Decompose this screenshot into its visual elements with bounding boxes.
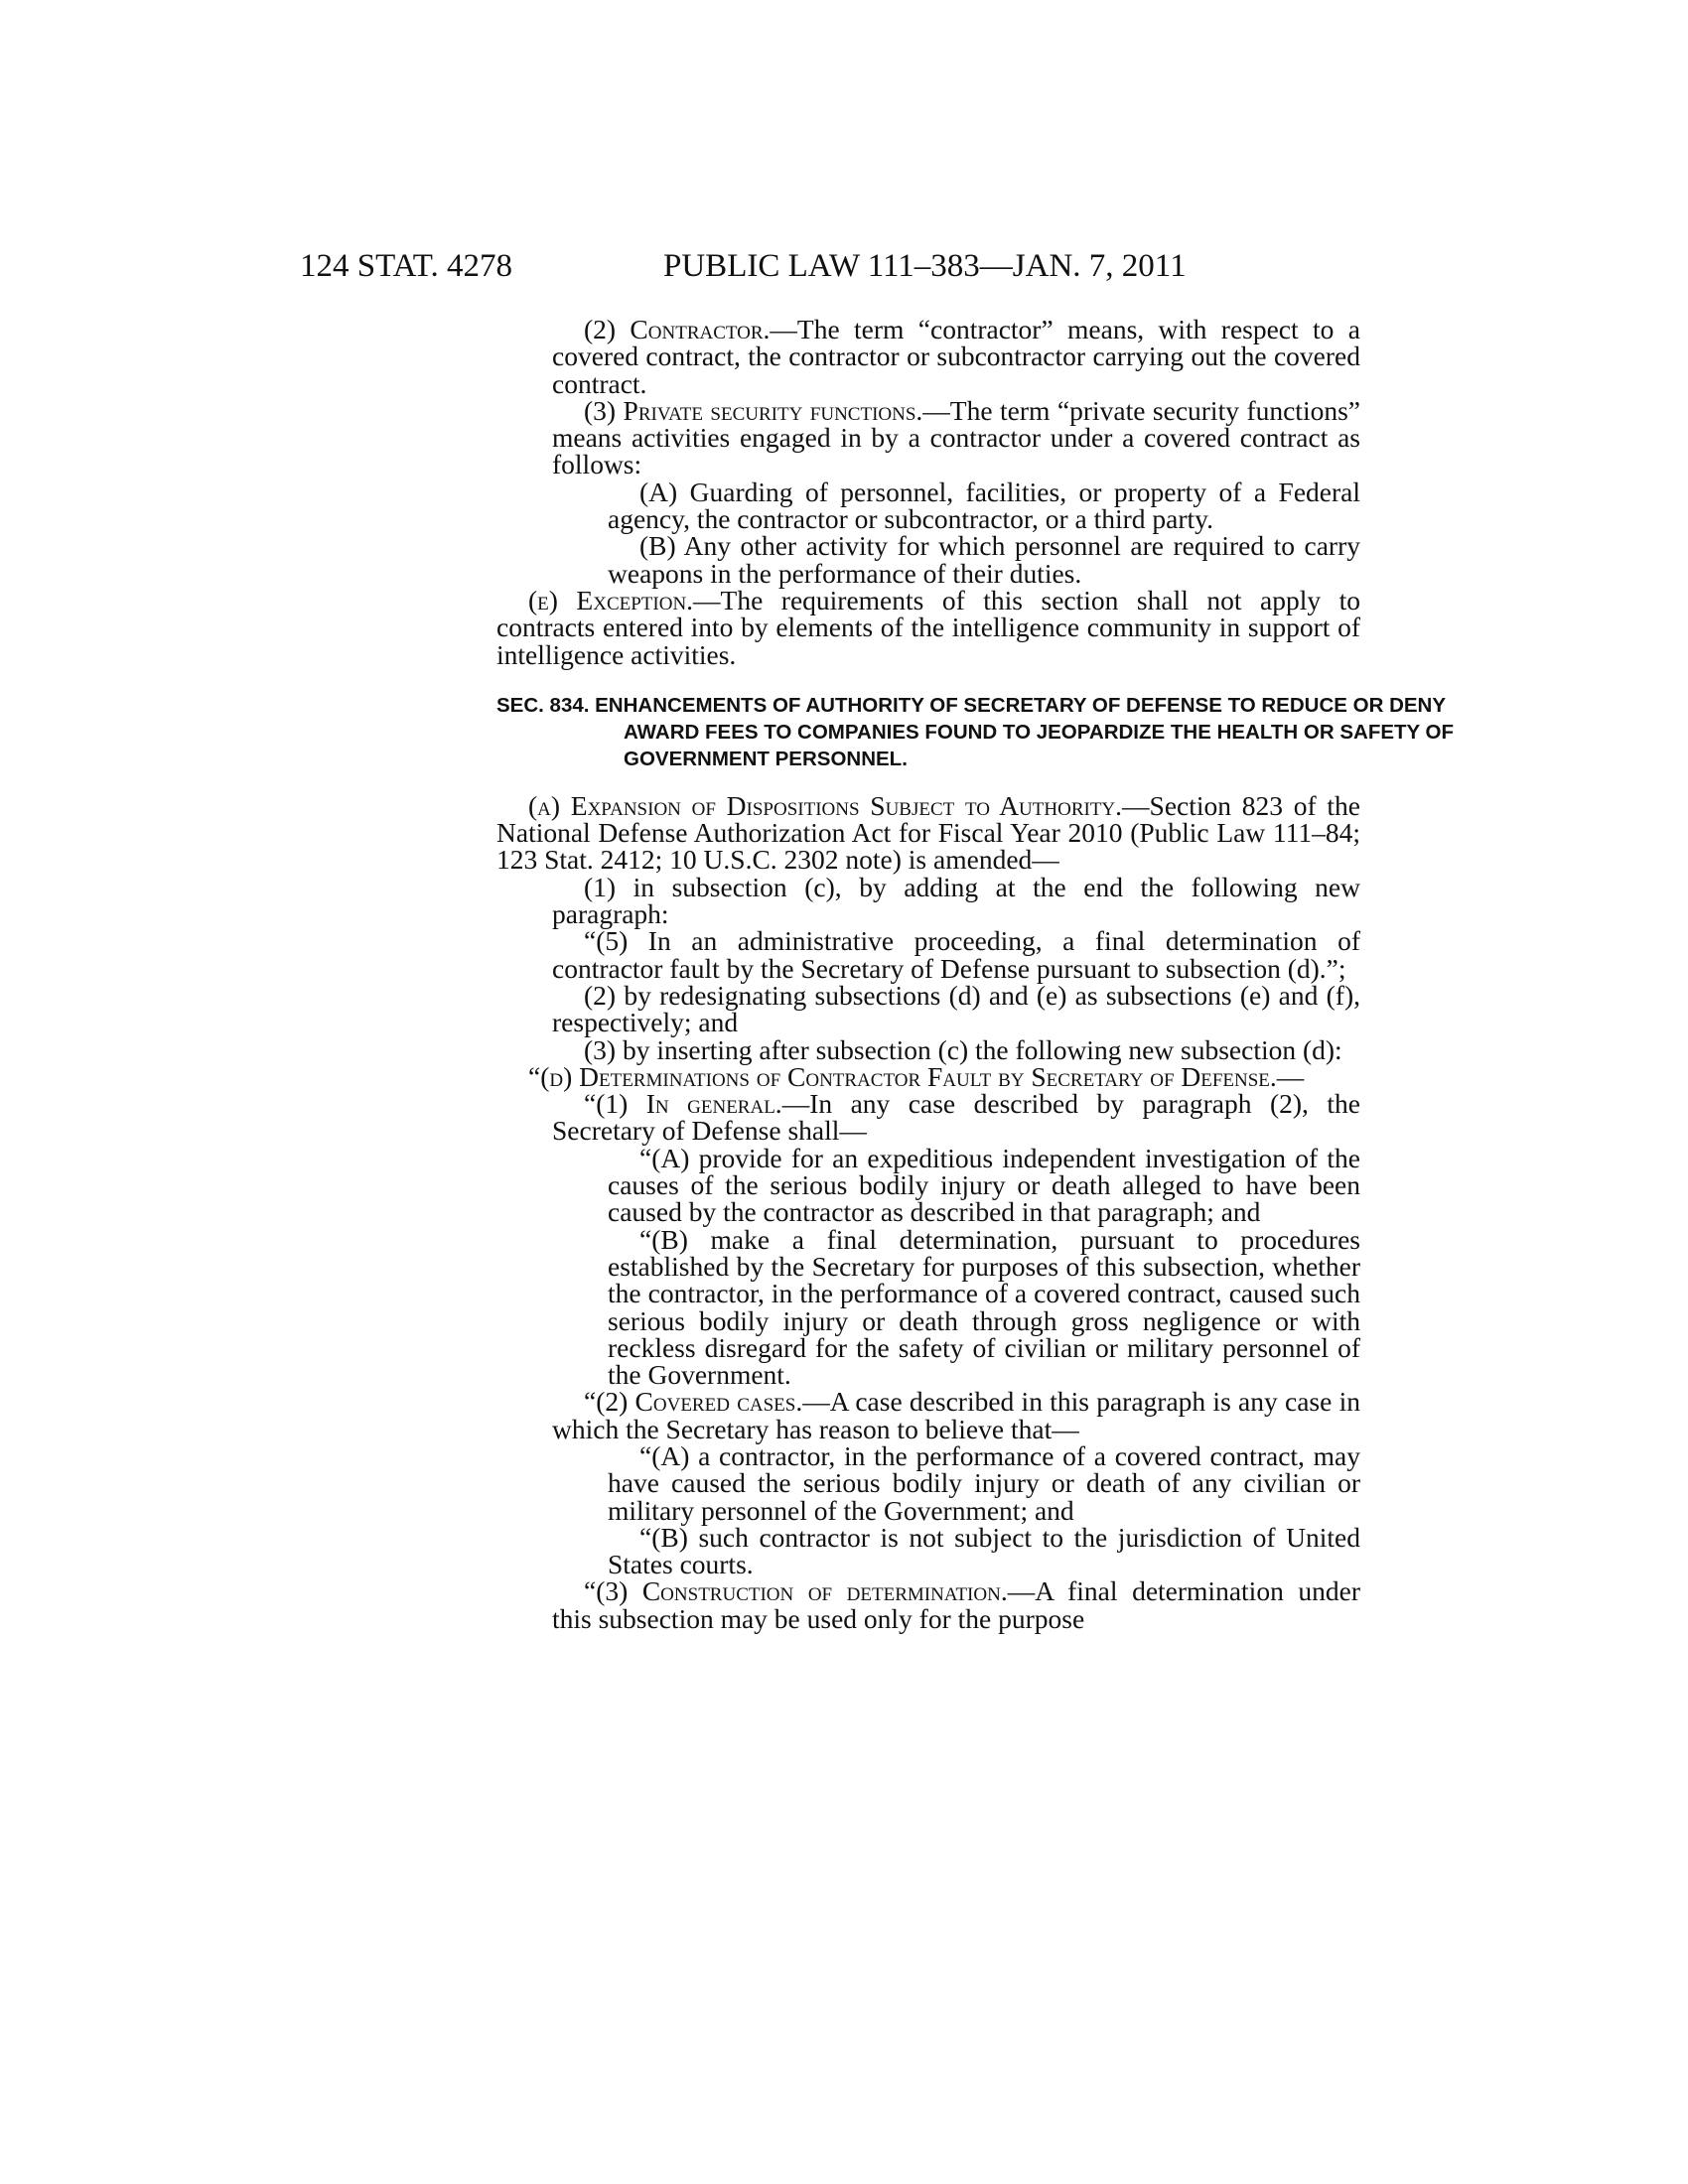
paragraph-d2: (2) Contractor.—The term “contractor” means, with respect to a covered contract, the contractor or subcontractor carrying out the covered contract. xyxy=(552,314,1360,399)
paragraph-d1: “(1) In general.—In any case described by paragraph (2), the Secretary of Defense shall— xyxy=(552,1088,1360,1147)
paragraph-d-heading: “(d) Determinations of Contractor Fault by Secretary of Defense.— xyxy=(528,1060,1305,1092)
document-body xyxy=(496,314,1455,1634)
paragraph-e: (e) Exception.—The requirements of this section shall not apply to contracts entered into by elements of the intelligence community in support of intelligence activities. xyxy=(496,584,1360,670)
paragraph-d1B: “(B) make a final determination, pursuant to procedures established by the Secretary for purposes of this subsection, whether the contractor, in the performance of a covered contract, caused such serious bodily injury or death through gross negligence or with reckless disregard for the safety of civilian or military personnel of the Government. xyxy=(608,1223,1360,1391)
paragraph-covered-cases: “(2) Covered cases.—A case described in this paragraph is any case in which the Secretary has reason to believe that— xyxy=(552,1386,1361,1444)
paragraph-a2: (2) by redesignating subsections (d) and (e) as subsections (e) and (f), respectively; and xyxy=(552,979,1360,1038)
paragraph-d3: (3) Private security functions.—The term “private security functions” means activities engaged in by a contractor under a covered contract as follows: xyxy=(552,394,1360,480)
paragraph-d2A: “(A) a contractor, in the performance of a covered contract, may have caused the serious bodily injury or death of any civilian or military personnel of the Government; and xyxy=(608,1439,1360,1526)
paragraph-d3B: (B) Any other activity for which personnel are required to carry weapons in the performance of their duties. xyxy=(608,530,1360,589)
paragraph-d2B: “(B) such contractor is not subject to the jurisdiction of United States courts. xyxy=(608,1521,1360,1580)
paragraph-a3: (3) by inserting after subsection (c) the following new subsection (d): xyxy=(584,1033,1342,1065)
paragraph-d3A: (A) Guarding of personnel, facilities, or property of a Federal agency, the contractor or subcontractor, or a third party. xyxy=(608,476,1360,535)
paragraph-a1: (1) in subsection (c), by adding at the end the following new paragraph: xyxy=(552,871,1360,930)
running-head xyxy=(300,244,1412,288)
paragraph-d1A: “(A) provide for an expeditious independent investigation of the causes of the serious bodily injury or death alleged to have been caused by the contractor as described in that paragraph; and xyxy=(608,1142,1360,1228)
paragraph-a: (a) Expansion of Dispositions Subject to Authority.—Section 823 of the National Defense Authorization Act for Fiscal Year 2010 (Public Law 111–84; 123 Stat. 2412; 10 U.S.C. 2302 note) is amended— xyxy=(496,789,1360,876)
law-title: PUBLIC LAW 111–383—JAN. 7, 2011 xyxy=(663,248,1187,284)
stat-citation: 124 STAT. 4278 xyxy=(300,248,513,284)
paragraph-construction: “(3) Construction of determination.—A final determination under this subsection may be used only for the purpose xyxy=(552,1575,1360,1634)
paragraph-a1-5: “(5) In an administrative proceeding, a final determination of contractor fault by the Secretary of Defense pursuant to subsection (d).”; xyxy=(552,925,1360,984)
section-heading: SEC. 834. ENHANCEMENTS OF AUTHORITY OF SECRETARY OF DEFENSE TO REDUCE OR DENY AWARD FEES TO COMPANIES FOUND TO JEOPARDIZE THE HEALTH OR SAFETY OF GOVERNMENT PERSONNEL. xyxy=(496,693,1455,770)
